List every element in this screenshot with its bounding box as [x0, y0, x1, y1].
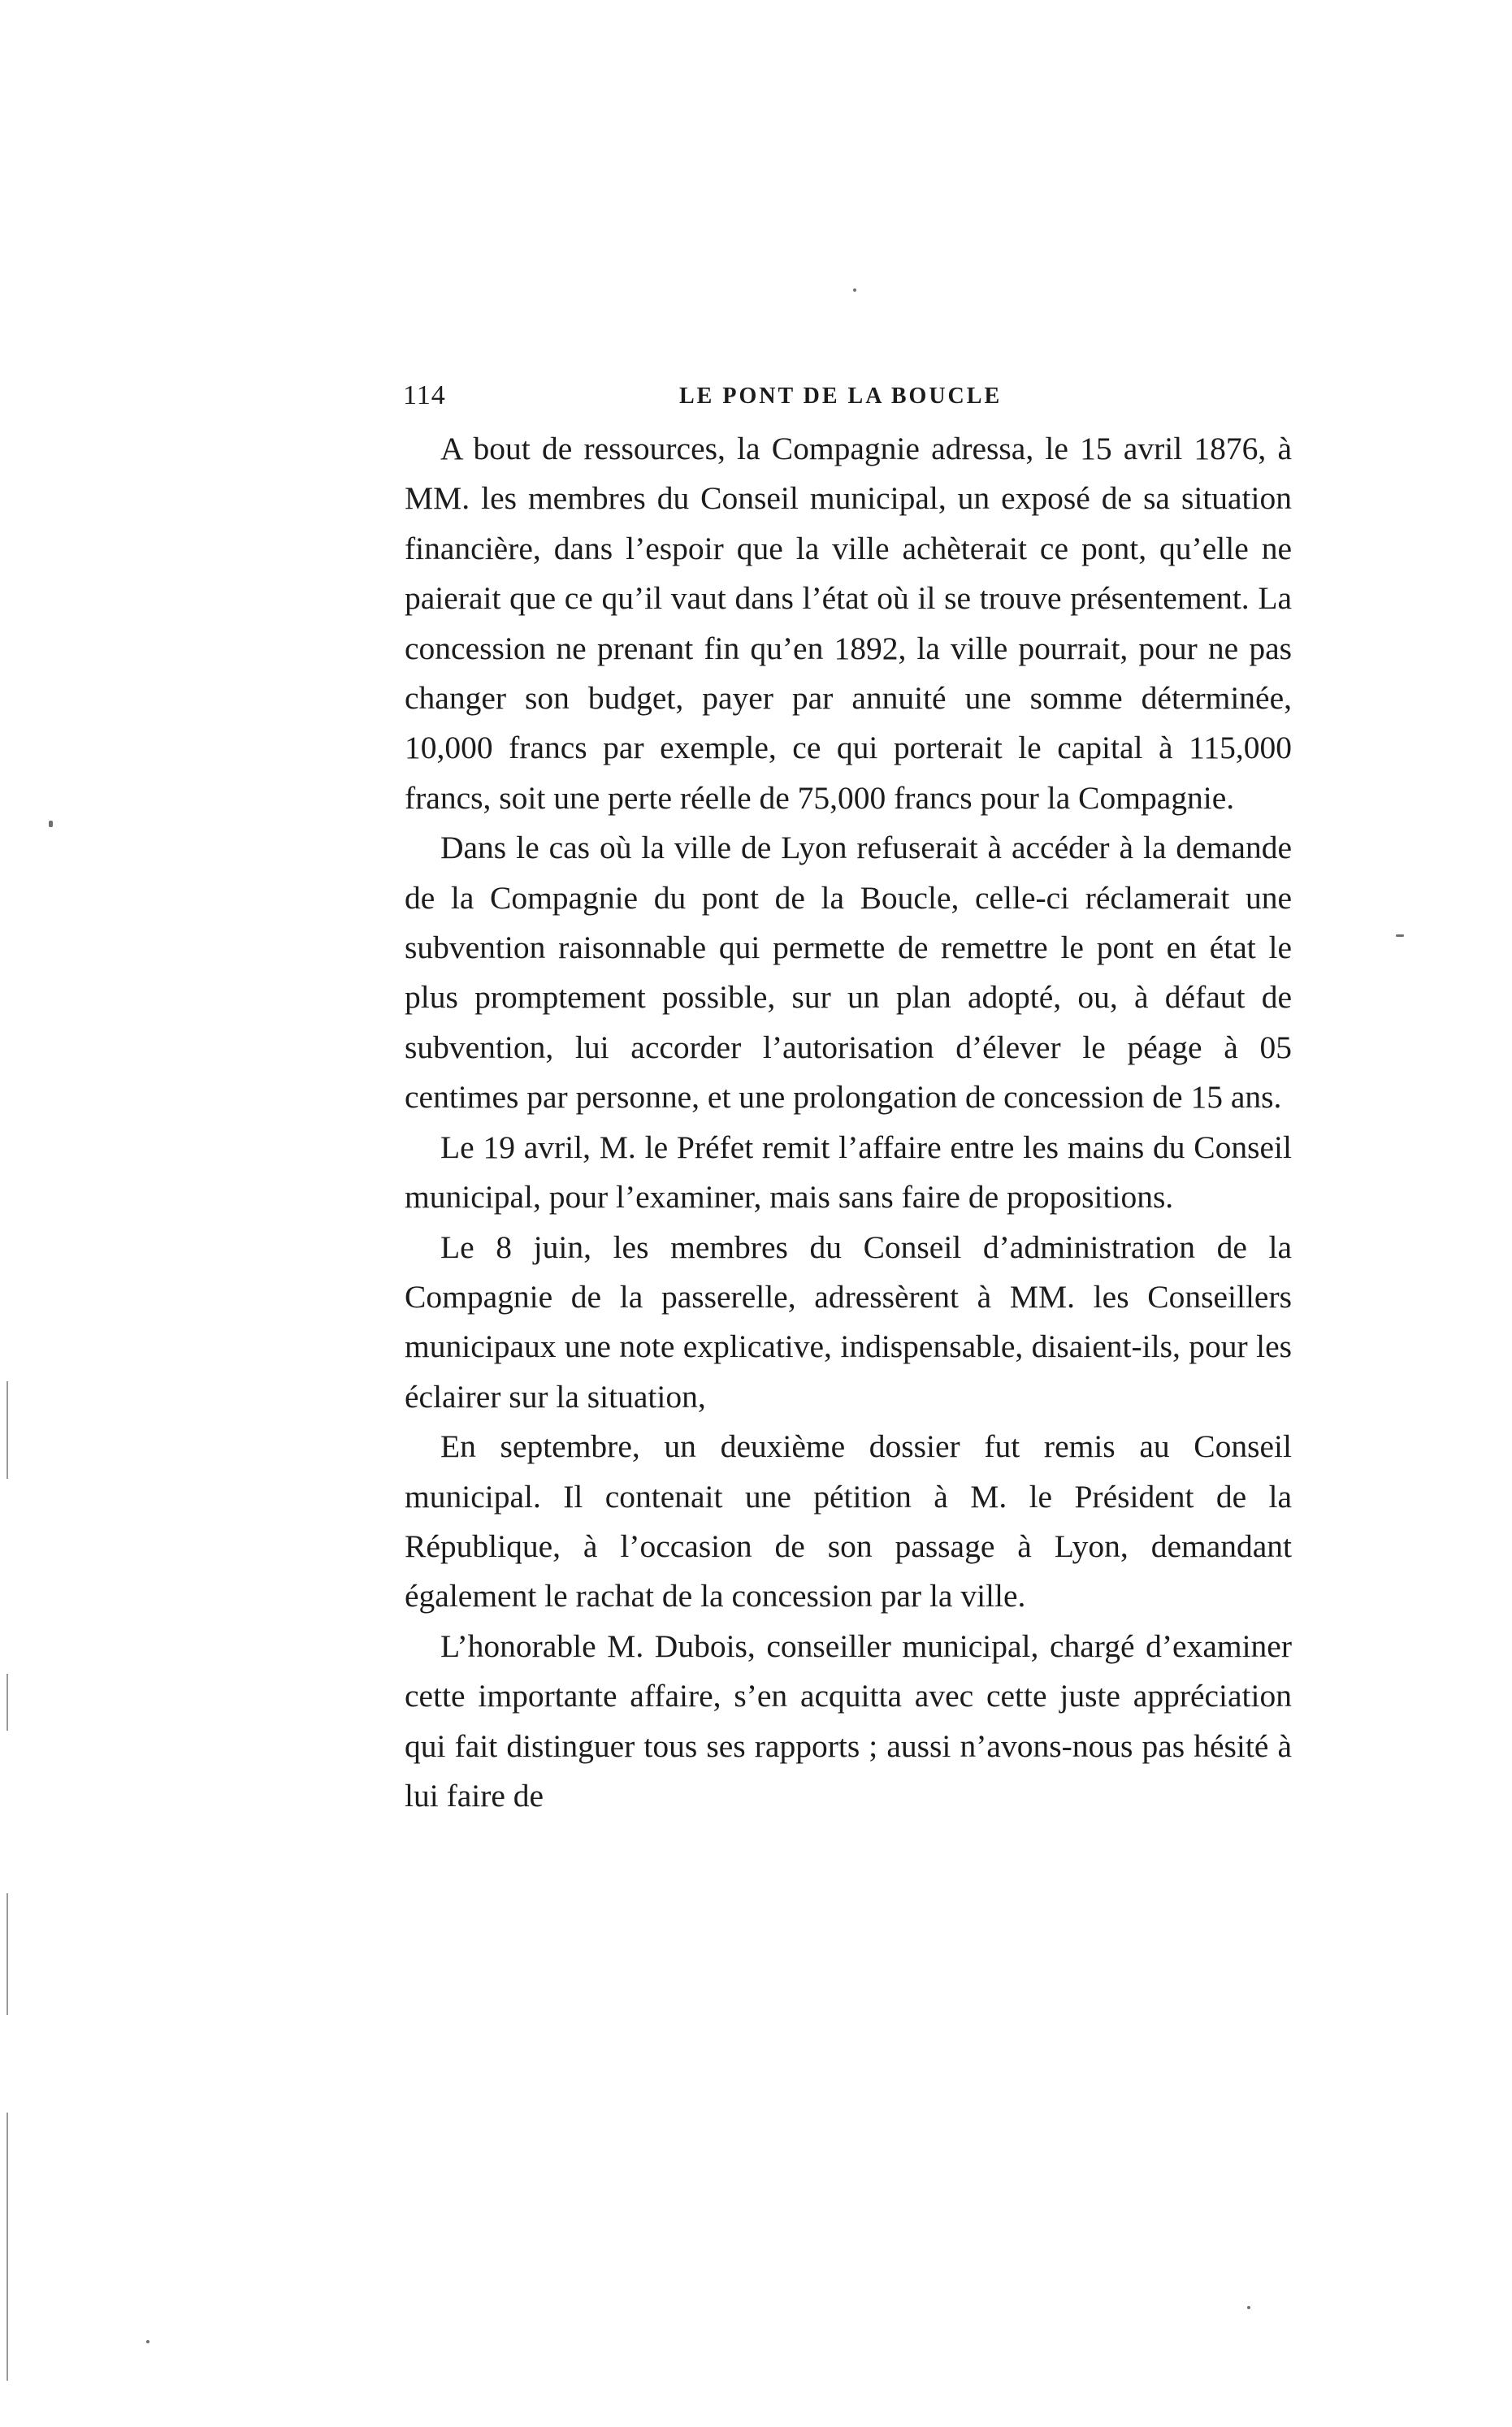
paragraph-4: Le 8 juin, les membres du Conseil d’administration de la Compagnie de la passerelle, adressèrent à MM. les Conseillers municipaux une note explicative, indispensable, disaient-ils, pour les éclairer sur la situation, — [405, 1229, 1292, 1415]
running-title: LE PONT DE LA BOUCLE — [679, 384, 1003, 409]
scan-margin-mark — [6, 2113, 8, 2381]
body-text — [405, 424, 1292, 1821]
scan-speck — [1396, 934, 1404, 937]
scan-margin-mark — [6, 1381, 8, 1479]
running-head — [403, 380, 1289, 413]
paragraph-2: Dans le cas où la ville de Lyon refuserait à accéder à la demande de la Compagnie du pont de la Boucle, celle-ci réclamerait une subvention raisonnable qui permette de remettre le pont en état le plus promptement possible, sur un plan adopté, ou, à défaut de subvention, lui accorder l’autorisation d’élever le péage à 05 centimes par personne, et une prolongation de concession de 15 ans. — [405, 830, 1292, 1116]
paragraph-1: A bout de ressources, la Compagnie adressa, le 15 avril 1876, à MM. les membres du Conseil municipal, un exposé de sa situation financière, dans l’espoir que la ville achèterait ce pont, qu’elle ne paierait que ce qu’il vaut dans l’état où il se trouve présentement. La concession ne prenant fin qu’en 1892, la ville pourrait, pour ne pas changer son budget, payer par annuité une somme déterminée, 10,000 francs par exemple, ce qui porterait le capital à 115,000 francs, soit une perte réelle de 75,000 francs pour la Compagnie. — [405, 431, 1292, 816]
page-number: 114 — [403, 380, 446, 410]
scan-speck — [1247, 2306, 1250, 2309]
scan-margin-mark — [6, 1893, 8, 2015]
paragraph-3: Le 19 avril, M. le Préfet remit l’affaire entre les mains du Conseil municipal, pour l’examiner, mais sans faire de propositions. — [405, 1129, 1292, 1216]
scan-speck — [853, 288, 856, 292]
paragraph-6: L’honorable M. Dubois, conseiller municipal, chargé d’examiner cette importante affaire, s’en acquitta avec cette juste appréciation qui fait distinguer tous ses rapports ; aussi n’avons-nous pas hésité à lui faire de — [405, 1627, 1292, 1814]
scan-speck — [49, 821, 53, 827]
scan-speck — [146, 2340, 149, 2343]
scan-margin-mark — [6, 1674, 8, 1731]
paragraph-5: En septembre, un deuxième dossier fut remis au Conseil municipal. Il contenait une pétition à M. le Président de la République, à l’occasion de son passage à Lyon, demandant également le rachat de la concession par la ville. — [405, 1428, 1292, 1614]
